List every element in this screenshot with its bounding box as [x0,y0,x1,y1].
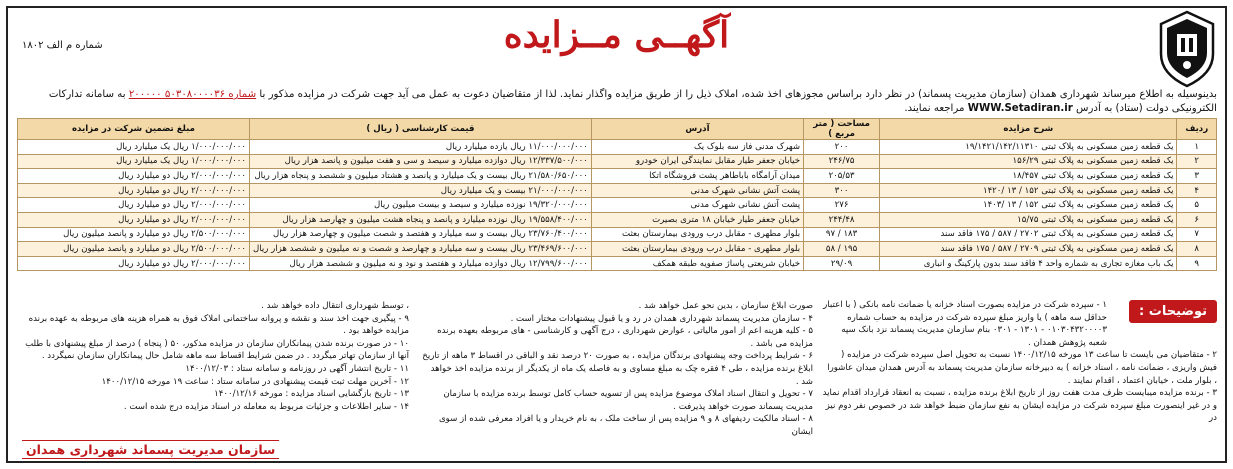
cell-num: ۲ [1177,154,1217,169]
note-item: ۱۰ - در صورت برنده شدن پیمانکاران سازمان در مزایده مذکور، ۵۰ ( پنجاه ) درصد از مبلغ پیشنهادی با طلب آنها از سازمان تهاتر میگردد . در ضمن شرایط اقساط سه ماهه شامل حال پیمانکاران سازمان نمیگردد . [25,338,409,362]
note-item: ۱۳ - تاریخ بازگشایی اسناد مزایده : مورخه ۱۴۰۰/۱۲/۱۶ [214,389,409,400]
notes-label-text: توضیحات : [1139,304,1207,319]
note-item: ۴ - سازمان مدیریت پسماند شهرداری همدان در رد و یا قبول پیشنهادات مختار است . [510,313,813,324]
cell-addr: خیابان جعفر طیار خیابان ۱۸ متری بصیرت [591,212,803,227]
cell-addr: خیابان جعفر طیار مقابل نمایندگی ایران خودرو [591,154,803,169]
table-row [18,198,1217,213]
cell-deposit: ۱/۰۰۰/۰۰۰/۰۰۰ ریال یک میلیارد ریال [18,154,250,169]
cell-desc: یک قطعه زمین مسکونی به پلاک ثبتی ۱۹/۱۴۲۱/۱۴۲/۱۱۳۱۰ [880,140,1177,155]
note-item: ۳ - برنده مزایده میبایست ظرف مدت هفت روز از تاریخ ابلاغ برنده مزایده ، نسبت به انعقاد قرارداد اقدام نماید و در غیر اینصورت مبلغ سپرده شرکت در مزایده ایشان به نفع سازمان ضبط خواهد شد در خصوص نفر دوم نیز در [822,388,1217,424]
cell-num: ۳ [1177,169,1217,184]
note-item: ، توسط شهرداری انتقال داده خواهد شد . [261,301,409,311]
cell-deposit: ۲/۰۰۰/۰۰۰/۰۰۰ ریال دو میلیارد ریال [18,183,250,198]
cell-addr: میدان آرامگاه باباطاهر پشت فروشگاه اتکا [591,169,803,184]
intro-text-3: مراجعه نمایند. [904,103,965,114]
cell-addr: خیابان شریعتی پاساژ صفویه طبقه همکف [591,256,803,271]
cell-price: ۲۳/۴۶۹/۶۰۰/۰۰۰ ریال بیست و سه میلیارد و چهارصد و شصت و نه میلیون و ششصد هزار ریال [249,242,591,257]
notes-column-3 [14,300,409,413]
cell-desc: یک قطعه زمین مسکونی به پلاک ثبتی ۱۵۲ / ۱۳ /۱۴۰۳ [880,198,1177,213]
cell-price: ۱۲/۷۹۹/۶۰۰/۰۰۰ ریال دوازده میلیارد و هفتصد و نود و نه میلیون و ششصد هزار ریال [249,256,591,271]
header-addr: آدرس [591,119,803,140]
intro-text-2: به سامانه تدارکات الکترونیکی دولت (ستاد) به آدرس [48,89,1217,114]
cell-desc: یک باب مغازه تجاری به شماره واحد ۴ فاقد سند بدون پارکینگ و انباری [880,256,1177,271]
note-item: ۱۱ - تاریخ انتشار آگهی در روزنامه و سامانه ستاد : ۱۴۰۰/۱۲/۰۳ [185,363,409,374]
page-title: آگهــی مــزایده [503,14,730,56]
table-row [18,169,1217,184]
note-item: ۷ - تحویل و انتقال اسناد املاک موضوع مزایده پس از تسویه حساب کامل توسط برنده مزایده با سازمان مدیریت پسماند صورت خواهد پذیرفت . [443,389,813,412]
cell-area: ۳۰۰ [804,183,880,198]
setad-site-link[interactable]: WWW.Setadiran.ir [967,103,1073,114]
cell-addr: شهرک مدنی فاز سه بلوک یک [591,140,803,155]
cell-area: ۲۹/۰۹ [804,256,880,271]
cell-area: ۲۰۵/۵۳ [804,169,880,184]
note-item: صورت ابلاغ سازمان ، بدین نحو عمل خواهد شد . [638,301,813,311]
note-item: ۹ - پیگیری جهت اخذ سند و نقشه و پروانه ساختمانی املاک فوق به همراه هزینه های مربوطه به عهده برنده مزایده خواهد بود . [28,313,409,337]
header-desc: شرح مزایده [880,119,1177,140]
cell-desc: یک قطعه زمین مسکونی به پلاک ثبتی ۱۵/۷۵ [880,212,1177,227]
header-num: ردیف [1177,119,1217,140]
cell-addr: بلوار مطهری - مقابل درب ورودی بیمارستان بعثت [591,227,803,242]
doc-number: شماره م الف ۱۸۰۲ [22,40,103,51]
intro-paragraph [16,88,1217,116]
header-price: قیمت کارشناسی ( ریال ) [249,119,591,140]
cell-num: ۱ [1177,140,1217,155]
tender-code: شماره ۵۰۳۰۸۰۰۰۰۳۶ ۲۰۰۰۰۰ [128,89,257,100]
notes-label [1129,300,1217,323]
header-area: مساحت ( متر مربع ) [804,119,880,140]
table-row [18,140,1217,155]
table-header-row [18,119,1217,140]
cell-desc: یک قطعه زمین مسکونی به پلاک ثبتی ۱۵۲ / ۱۳ /۱۴۲۰ [880,183,1177,198]
table-row [18,212,1217,227]
cell-desc: یک قطعه زمین مسکونی به پلاک ثبتی ۱۸/۴۵۷ [880,169,1177,184]
notes-column-2 [418,300,813,439]
cell-area: ۲۰۰ [804,140,880,155]
auction-table [17,118,1217,271]
cell-addr: بلوار مطهری - مقابل درب ورودی بیمارستان بعثت [591,242,803,257]
cell-price: ۱۹/۳۲۰/۰۰۰/۰۰۰ نوزده میلیارد و سیصد و بیست میلیون ریال [249,198,591,213]
intro-text-1: بدینوسیله به اطلاع میرساند شهرداری همدان (سازمان مدیریت پسماند) در نظر دارد براساس مجوزهای اخذ شده، املاک ذیل را از طریق مزایده واگذار نماید. لذا از متقاضیان دعوت به عمل می آید جهت شرکت در مزایده مذکور با [259,89,1217,100]
cell-desc: یک قطعه زمین مسکونی به پلاک ثبتی ۲۷۰۲ / ۵۸۷ / ۱۷۵ فاقد سند [880,227,1177,242]
cell-area: ۲۴۶/۷۵ [804,154,880,169]
cell-num: ۴ [1177,183,1217,198]
cell-num: ۹ [1177,256,1217,271]
note-item: ۱۲ - آخرین مهلت ثبت قیمت پیشنهادی در سامانه ستاد : ساعت ۱۹ مورخه ۱۴۰۰/۱۲/۱۵ [101,376,409,387]
header-deposit: مبلغ تضمین شرکت در مزایده [18,119,250,140]
note-item: ۱ - سپرده شرکت در مزایده بصورت اسناد خزانه یا ضمانت نامه بانکی ( با اعتبار حداقل سه ماهه ) یا واریز مبلغ سپرده شرکت در مزایده به حساب شماره ۰۱۰۳۰۴۳۲۰۰۰۰۳ - ۱۳۰۱ - ۰۳۰۱ بنام سازمان مدیریت پسماند نزد بانک سپه شعبه پژوهش همدان . [823,300,1107,348]
cell-area: ۱۹۵ / ۵۸ [804,242,880,257]
cell-price: ۲۱/۰۰۰/۰۰۰/۰۰۰ بیست و یک میلیارد ریال [249,183,591,198]
cell-deposit: ۲/۵۰۰/۰۰۰/۰۰۰ ریال دو میلیارد و پانصد میلیون ریال [18,242,250,257]
cell-price: ۱۹/۵۵۸/۴۰۰/۰۰۰ ریال نوزده میلیارد و پانصد و پنجاه هشت میلیون و چهارصد هزار ریال [249,212,591,227]
table-row [18,183,1217,198]
cell-deposit: ۲/۵۰۰/۰۰۰/۰۰۰ ریال دو میلیارد و پانصد میلیون ریال [18,227,250,242]
cell-deposit: ۲/۰۰۰/۰۰۰/۰۰۰ ریال دو میلیارد ریال [18,198,250,213]
cell-addr: پشت آتش نشانی شهرک مدنی [591,183,803,198]
cell-num: ۶ [1177,212,1217,227]
note-item: ۸ - اسناد مالکیت ردیفهای ۸ و ۹ مزایده پس از ساخت ملک ، به نام خریدار و یا افراد معرفی شده از سوی ایشان [438,414,813,437]
table-row [18,242,1217,257]
cell-num: ۵ [1177,198,1217,213]
cell-deposit: ۱/۰۰۰/۰۰۰/۰۰۰ ریال یک میلیارد ریال [18,140,250,155]
note-item: ۵ - کلیه هزینه اعم از امور مالیاتی ، عوارض شهرداری ، درج آگهی و کارشناسی - های مربوطه بعهده برنده مزایده می باشد . [437,326,813,349]
note-item: ۶ - شرایط پرداخت وجه پیشنهادی برندگان مزایده ، به صورت ۲۰ درصد نقد و الباقی در اقساط ۳ ماهه از تاریخ ابلاغ برنده مزایده ، طی ۴ فقره چک به مبلغ مساوی و به فاصله یک ماه از یکدیگر از برنده مزایده اخذ خواهد شد . [422,351,813,387]
cell-price: ۱۲/۳۳۷/۵۰۰/۰۰۰ ریال دوازده میلیارد و سیصد و سی و هفت میلیون و پانصد هزار ریال [249,154,591,169]
note-item: ۲ - متقاضیان می بایست تا ساعت ۱۳ مورخه ۱۴۰۰/۱۲/۱۵ نسبت به تحویل اصل سپرده شرکت در مزایده ( فیش واریزی ، ضمانت نامه ، اسناد خزانه ) به دبیرخانه سازمان مدیریت پسماند به آدرس همدان میدان عاشورا ، بلوار ملت ، خیابان اعتماد ، اقدام نمایند . [827,350,1217,386]
cell-area: ۲۷۶ [804,198,880,213]
table-row [18,154,1217,169]
cell-deposit: ۲/۰۰۰/۰۰۰/۰۰۰ ریال دو میلیارد ریال [18,169,250,184]
cell-deposit: ۲/۰۰۰/۰۰۰/۰۰۰ ریال دو میلیارد ریال [18,256,250,271]
cell-addr: پشت آتش نشانی شهرک مدنی [591,198,803,213]
cell-price: ۲۳/۷۶۰/۴۰۰/۰۰۰ ریال بیست و سه میلیارد و هفتصد و شصت میلیون و چهارصد هزار ریال [249,227,591,242]
note-item: ۱۴ - سایر اطلاعات و جزئیات مربوط به معامله در اسناد مزایده درج شده است . [123,401,409,412]
cell-num: ۸ [1177,242,1217,257]
cell-desc: یک قطعه زمین مسکونی به پلاک ثبتی ۲۷۰۹ / ۵۸۷ / ۱۷۵ فاقد سند [880,242,1177,257]
cell-deposit: ۲/۰۰۰/۰۰۰/۰۰۰ ریال دو میلیارد ریال [18,212,250,227]
table-row [18,256,1217,271]
cell-desc: یک قطعه زمین مسکونی به پلاک ثبتی ۱۵۶/۲۹ [880,154,1177,169]
footer-signature: سازمان مدیریت پسماند شهرداری همدان [22,440,279,459]
cell-area: ۱۸۳ / ۹۷ [804,227,880,242]
cell-area: ۲۴۴/۴۸ [804,212,880,227]
cell-num: ۷ [1177,227,1217,242]
table-row [18,227,1217,242]
cell-price: ۱۱/۰۰۰/۰۰۰/۰۰۰ ریال یازده میلیارد ریال [249,140,591,155]
cell-price: ۲۱/۵۸۰/۶۵۰/۰۰۰ ریال بیست و یک میلیارد و پانصد و هشتاد میلیون و ششصد و پنجاه هزار ریال [249,169,591,184]
